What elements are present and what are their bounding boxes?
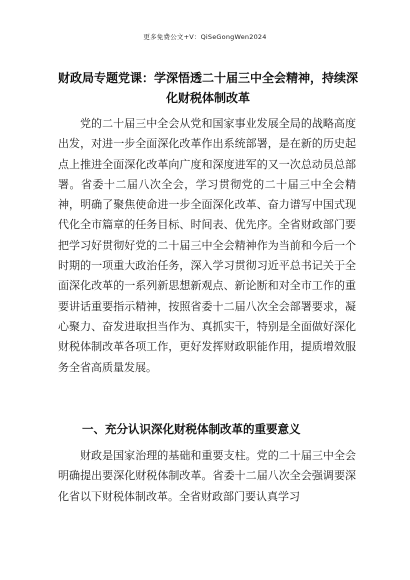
document-title: 财政局专题党课：学深悟透二十届三中全会精神，持续深化财税体制改革 <box>58 71 359 105</box>
paragraph-section-1: 财政是国家治理的基础和重要支柱。党的二十届三中全会明确提出要深化财税体制改革。省委十二届八次全会强调要深化省以下财税体制改革。全省财政部门要认真学习 <box>58 449 356 503</box>
header-note: 更多免费公文+V：QiSeGongWen2024 <box>143 33 267 41</box>
paragraph-intro: 党的二十届三中全会从党和国家事业发展全局的战略高度出发，对进一步全面深化改革作出系统部署，是在新的历史起点上推进全面深化改革向广度和深度进军的又一次总动员总部署。省委十二届八次全会，学习贯彻党的二十届三中全会精神，明确了聚焦使命进一步全面深化改革、奋力谱写中国式现代化全市篇章的任务目标、时间表、优先序。全省财政部门要把学习好贯彻好党的二十届三中全会精神作为当前和今后一个时期的一项重大政治任务，深入学习贯彻习近平总书记关于全面深化改革的一系列新思想新观点、新论断和对全市工作的重要讲话重要指示精神，按照省委十二届八次全会部署要求，凝心聚力、奋发进取担当作为、真抓实干，特别是全面做好深化财税体制改革各项工作，更好发挥财政职能作用，提质增效服务全省高质量发展。 <box>58 117 356 374</box>
section-heading-1: 一、充分认识深化财税体制改革的重要意义 <box>82 422 301 436</box>
